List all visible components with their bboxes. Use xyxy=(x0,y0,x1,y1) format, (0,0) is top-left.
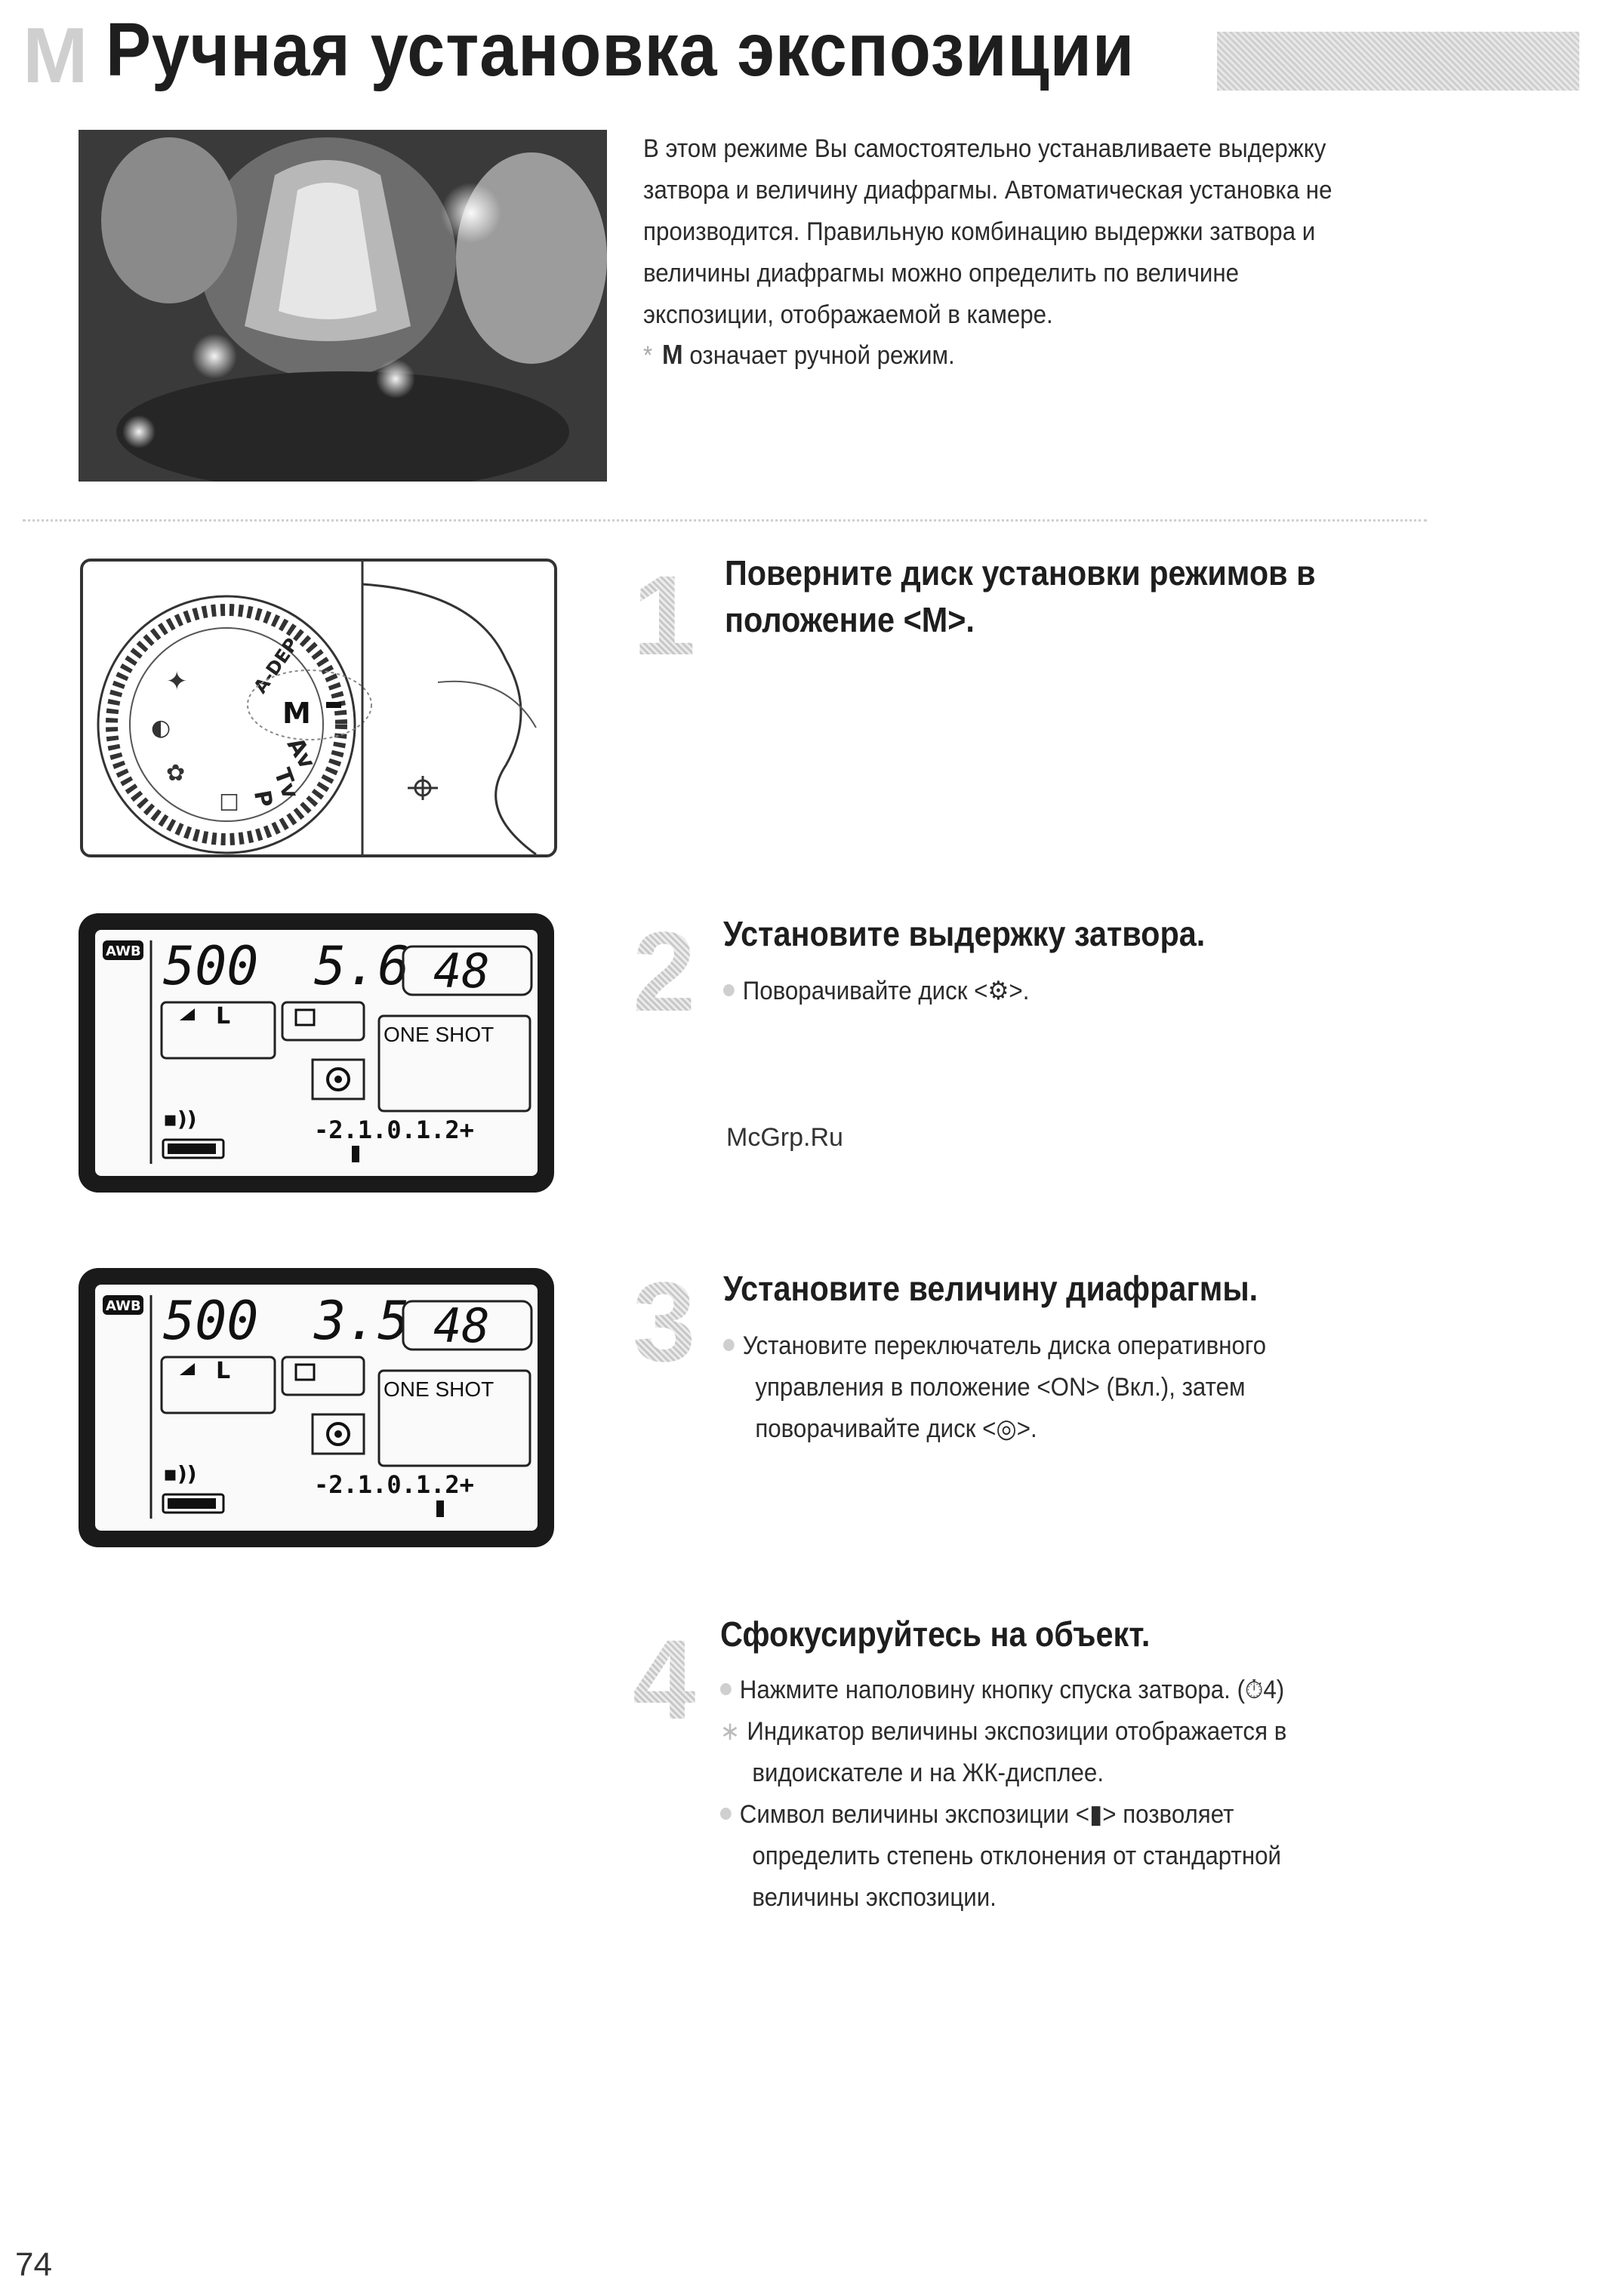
step-4-number: 4 xyxy=(633,1616,696,1743)
quality-l: L xyxy=(216,1003,231,1030)
dial-index-mark xyxy=(326,702,341,708)
step-2-title: Установите выдержку затвора. xyxy=(723,914,1206,953)
svg-text:▪)): ▪)) xyxy=(163,1106,197,1131)
step-4-item-3: Символ величины экспозиции <▮> позволяет определить степень отклонения от стандартной величины экспозиции. xyxy=(720,1794,1359,1919)
dial-label-av: Av xyxy=(281,733,321,774)
svg-text:A-DEP: A-DEP xyxy=(249,634,303,697)
awb-badge: AWB xyxy=(106,1298,141,1314)
af-mode: ONE SHOT xyxy=(384,1023,494,1046)
step-4-title: Сфокусируйтесь на объект. xyxy=(720,1614,1151,1654)
aperture-value: 3.5 xyxy=(314,1290,410,1352)
intro-paragraph: В этом режиме Вы самостоятельно устанавливаете выдержку затвора и величину диафрагмы. Автоматическая установка не производится. Правильную комбинацию выдержки затвора и величины диафрагмы можно определить по величине экспозиции, отображаемой в камере. xyxy=(643,134,1332,329)
step-3-number: 3 xyxy=(633,1258,696,1385)
step-1-number: 1 xyxy=(633,552,696,679)
bullet-dot xyxy=(723,1339,735,1351)
bullet-star: ∗ xyxy=(720,1717,741,1746)
awb-badge: AWB xyxy=(106,943,141,959)
section-divider xyxy=(23,519,1427,522)
page-number: 74 xyxy=(15,2246,52,2283)
shutter-value: 500 xyxy=(163,1290,259,1352)
step-2-item: Поворачивайте диск <⚙>. xyxy=(723,971,1348,1012)
exposure-level-marker xyxy=(436,1500,444,1517)
page-title: Ручная установка экспозиции xyxy=(106,8,1135,92)
note-mode-letter: M xyxy=(662,339,683,370)
shots-remaining: 48 xyxy=(433,1298,490,1353)
step-3-item: Установите переключатель диска оперативного управления в положение <ON> (Вкл.), затем поворачивайте диск <◎>. xyxy=(723,1325,1355,1450)
dial-label-p: P xyxy=(248,788,278,810)
lcd-panel-step-2 xyxy=(79,913,554,1193)
mode-dial-illustration xyxy=(80,559,557,857)
step-2-number: 2 xyxy=(633,908,696,1035)
exposure-scale: -2.1.0.1.2+ xyxy=(314,1116,474,1144)
svg-text:▪)): ▪)) xyxy=(163,1461,197,1486)
intro-note xyxy=(643,334,1351,377)
shutter-value: 500 xyxy=(163,935,259,997)
svg-text:✦: ✦ xyxy=(166,666,188,697)
title-mode-letter: M xyxy=(23,12,88,100)
step-3-title: Установите величину диафрагмы. xyxy=(723,1269,1258,1308)
quality-l: L xyxy=(216,1358,231,1384)
note-text: означает ручной режим. xyxy=(689,341,955,370)
svg-text:◐: ◐ xyxy=(151,715,171,741)
exposure-level-marker xyxy=(352,1146,359,1162)
bullet-dot xyxy=(720,1683,732,1695)
svg-text:✿: ✿ xyxy=(166,760,186,786)
lcd-panel-step-3 xyxy=(79,1268,554,1547)
shots-remaining: 48 xyxy=(433,943,490,999)
step-2-list xyxy=(723,971,1348,1012)
af-mode: ONE SHOT xyxy=(384,1377,494,1401)
note-asterisk: * xyxy=(643,341,653,370)
dial-label-m: M xyxy=(282,697,311,730)
step-1-title: Поверните диск установки режимов в положение <M>. xyxy=(725,553,1316,639)
bullet-dot xyxy=(723,984,735,996)
svg-text:☐: ☐ xyxy=(219,790,239,817)
exposure-scale: -2.1.0.1.2+ xyxy=(314,1470,474,1499)
step-4-item-2: ∗ Индикатор величины экспозиции отображается в видоискателе и на ЖК-дисплее. xyxy=(720,1717,1287,1787)
title-decorative-bar xyxy=(1217,32,1579,91)
intro-photo xyxy=(79,130,607,482)
dial-label-tv: Tv xyxy=(268,765,304,803)
step-3-list xyxy=(723,1325,1355,1450)
bullet-dot xyxy=(720,1808,732,1820)
step-4-item-1: Нажмите наполовину кнопку спуска затвора. (⏱4) xyxy=(720,1670,1359,1711)
step-4-list xyxy=(720,1670,1359,1919)
aperture-value: 5.6 xyxy=(314,935,410,997)
watermark: McGrp.Ru xyxy=(726,1123,843,1152)
